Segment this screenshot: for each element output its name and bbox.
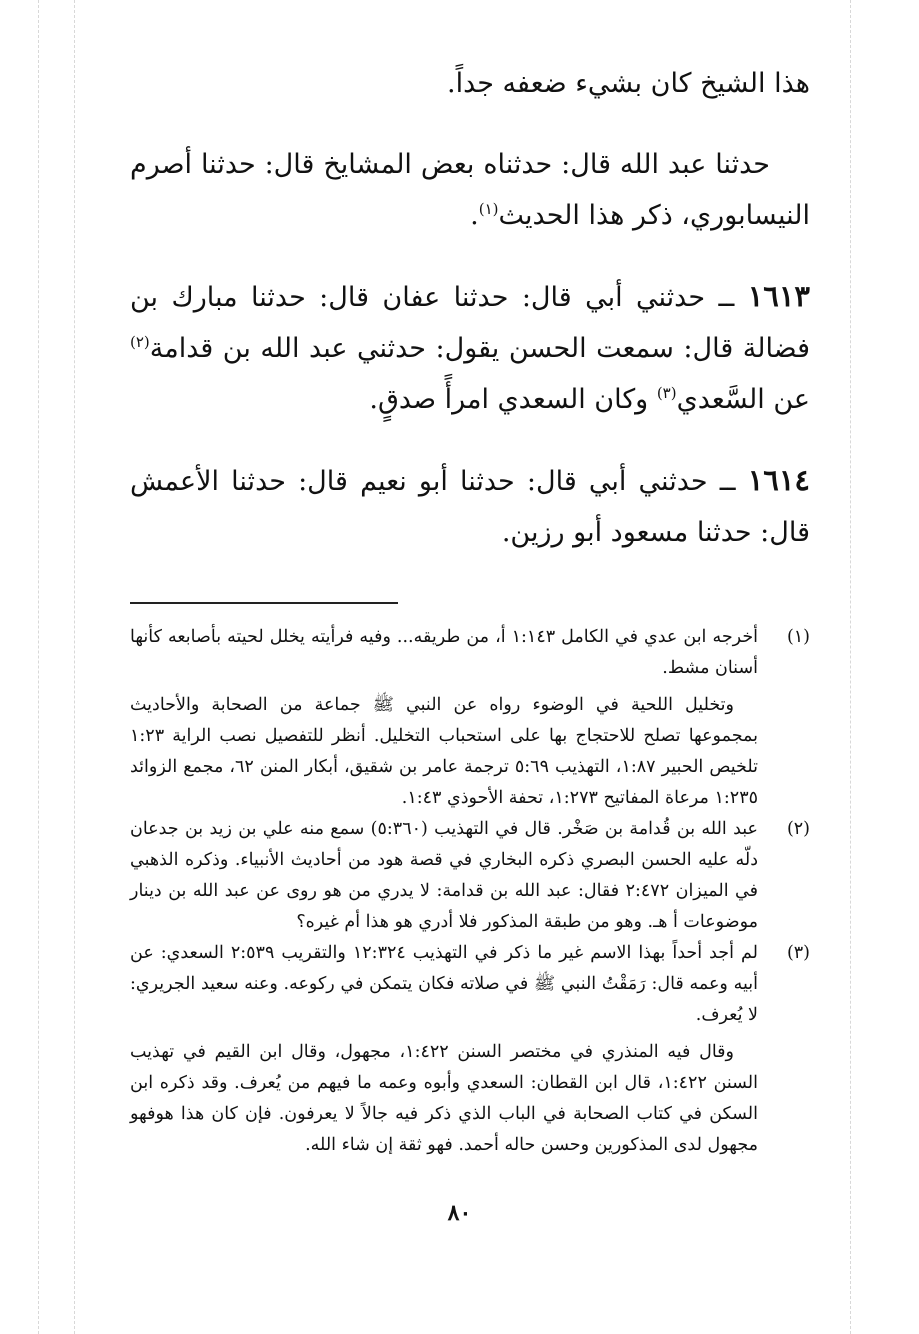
footnote-text: أخرجه ابن عدي في الكامل ١:١٤٣ أ، من طريقه... وفيه فرأيته يخلل لحيته بأصابعه كأنها أسنان مشط. <box>130 627 758 678</box>
footnote-mark: (٣) <box>786 943 810 963</box>
hadith-number: ١٦١٤ <box>747 463 810 497</box>
paragraph-1613-c: وكان السعدي امرأً صدقٍ. <box>369 384 657 415</box>
footnote-text: لم أجد أحداً بهذا الاسم غير ما ذكر في التهذيب ١٢:٣٢٤ والتقريب ٢:٥٣٩ السعدي: عن أبيه وعمه قال: رَمَقْتُ النبي ﷺ في صلاته فكان يتمكن في ركوعه. وعنه سعيد الجريري: لا يُعرف. <box>130 943 758 1025</box>
hadith-number: ١٦١٣ <box>747 279 810 313</box>
footnote-mark: (٢) <box>786 819 810 839</box>
margin-guide-left-inner <box>74 0 75 1334</box>
footnote-ref-1[interactable]: (١) <box>478 200 499 218</box>
paragraph-2: حدثنا عبد الله قال: حدثناه بعض المشايخ قال: حدثنا أصرم النيسابوري، ذكر هذا الحديث$^{(١)}$. <box>130 149 810 231</box>
paragraph-1613-b: عن السَّعدي <box>676 384 810 415</box>
footnote-text: وتخليل اللحية في الوضوء رواه عن النبي ﷺ جماعة من الصحابة والأحاديث بمجموعها تصلح للاحتجاج بها على استحباب التخليل. أنظر للتفصيل نصب الراية ١:٢٣ تلخيص الحبير ١:٨٧، التهذيب ٥:٦٩ ترجمة عامر بن شقيق، أبكار المنن ٦٢، مجمع الزوائد ١:٢٣٥ مرعاة المفاتيح ١:٢٧٣، تحفة الأحوذي ١:٤٣. <box>130 695 758 808</box>
paragraph-1: هذا الشيخ كان بشيء ضعفه جداً. <box>447 68 810 99</box>
margin-guide-right <box>850 0 851 1334</box>
footnote-divider <box>130 602 398 604</box>
page-content <box>130 58 810 1161</box>
footnote-text: عبد الله بن قُدامة بن صَخْر. قال في التهذيب (٥:٣٦٠) سمع منه علي بن زيد بن جدعان دلّه عليه الحسن البصري ذكره البخاري في قصة هود من أحاديث الأنبياء. وذكره الذهبي في الميزان ٢:٤٧٢ فقال: عبد الله بن قدامة: لا يدري من هو روى عن عبد الله بن دينار موضوعات أ هـ. وهو من طبقة المذكور فلا أدري هو هذا أم غيره؟ <box>130 819 758 932</box>
margin-guide-left <box>38 0 39 1334</box>
footnotes <box>130 622 810 1161</box>
footnote-text: وقال فيه المنذري في مختصر السنن ١:٤٢٢، مجهول، وقال ابن القيم في تهذيب السنن ١:٤٢٢، قال ابن القطان: السعدي وأبوه وعمه ما فيهم من يُعرف. وقد ذكره ابن السكن في كتاب الصحابة في الباب الذي ذكر فيه جالاً لا يعرفون. فإن كان هذا هوفهو مجهول لدى المذكورين وحسن حاله أحمد. فهو ثقة إن شاء الله. <box>130 1042 758 1155</box>
paragraph-2-text: حدثنا عبد الله قال: حدثناه بعض المشايخ قال: حدثنا أصرم النيسابوري، ذكر هذا الحديث <box>130 149 810 231</box>
footnote-ref-2[interactable]: (٢) <box>130 333 150 351</box>
paragraph-1614 <box>130 455 810 558</box>
paragraph-1614-text: ــ حدثني أبي قال: حدثنا أبو نعيم قال: حدثنا الأعمش قال: حدثنا مسعود أبو رزين. <box>130 466 810 548</box>
paragraph-1613 <box>130 271 810 425</box>
footnote-2 <box>130 814 810 938</box>
main-text <box>130 58 810 558</box>
page-number: ٨٠ <box>447 1200 472 1226</box>
footnote-3 <box>130 938 810 1161</box>
footnote-ref-3[interactable]: (٣) <box>656 384 677 402</box>
footnote-1 <box>130 622 810 814</box>
paragraph-1613-a: ــ حدثني أبي قال: حدثنا عفان قال: حدثنا مبارك بن فضالة قال: سمعت الحسن يقول: حدثني عبد الله بن قدامة <box>130 282 810 364</box>
footnote-mark: (١) <box>786 627 810 647</box>
